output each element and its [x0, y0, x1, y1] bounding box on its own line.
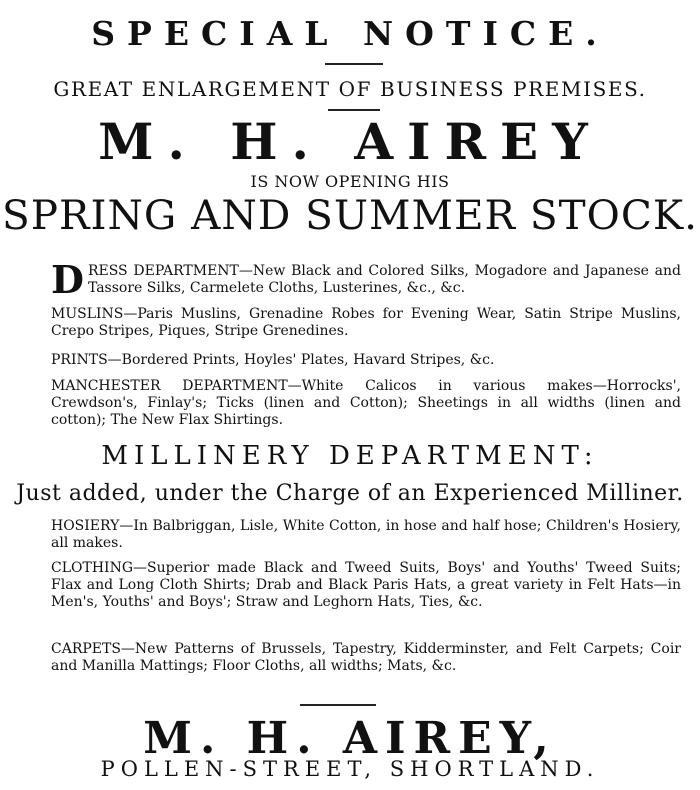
millinery-subtitle: Just added, under the Charge of an Experienced Milliner.	[16, 481, 684, 506]
footer-merchant-name: M. H. AIREY,	[143, 713, 557, 764]
clothing-text: CLOTHING—Superior made Black and Tweed Suits, Boys' and Youths' Tweed Suits; Flax and Long Cloth Shirts; Drab and Black Paris Hats, a great variety in Felt Hats—in Men's, Youths' and Boys'; Straw and Leghorn Hats, Ties, &c.	[51, 560, 681, 610]
divider-2	[328, 109, 380, 111]
prints-paragraph	[51, 352, 681, 369]
muslins-text: MUSLINS—Paris Muslins, Grenadine Robes for Evening Wear, Satin Stripe Muslins, Crepo Stripes, Piques, Stripe Grenedines.	[51, 306, 681, 339]
hosiery-paragraph	[51, 518, 681, 552]
dress-department-paragraph	[51, 257, 681, 302]
carpets-paragraph	[51, 641, 681, 675]
clothing-paragraph	[51, 560, 681, 611]
dress-department-text: RESS DEPARTMENT—New Black and Colored Silks, Mogadore and Japanese and Tassore Silks, Carmelete Cloths, Lusterines, &c., &c.	[87, 263, 681, 296]
stock-headline: SPRING AND SUMMER STOCK.	[1, 191, 698, 239]
enlargement-headline: GREAT ENLARGEMENT OF BUSINESS PREMISES.	[53, 77, 647, 101]
special-notice-heading: SPECIAL NOTICE.	[91, 14, 609, 53]
divider-3	[300, 704, 376, 706]
merchant-name-heading: M. H. AIREY	[98, 112, 602, 171]
opening-line: IS NOW OPENING HIS	[250, 172, 450, 191]
carpets-text: CARPETS—New Patterns of Brussels, Tapestry, Kidderminster, and Felt Carpets; Coir and Manilla Mattings; Floor Cloths, all widths; Mats, &c.	[51, 641, 681, 674]
footer-address: POLLEN-STREET, SHORTLAND.	[100, 757, 600, 781]
hosiery-text: HOSIERY—In Balbriggan, Lisle, White Cotton, in hose and half hose; Children's Hosiery, all makes.	[51, 518, 681, 551]
millinery-heading: MILLINERY DEPARTMENT:	[101, 441, 599, 471]
muslins-paragraph	[51, 306, 681, 340]
prints-text: PRINTS—Bordered Prints, Hoyles' Plates, Havard Stripes, &c.	[51, 352, 495, 368]
manchester-text: MANCHESTER DEPARTMENT—White Calicos in various makes—Horrocks', Crewdson's, Finlay's; Ticks (linen and Cotton); Sheetings in all widths (linen and cotton); The New Flax Shirtings.	[51, 378, 681, 428]
dropcap-letter: D	[51, 257, 84, 302]
divider-1	[325, 63, 383, 65]
manchester-paragraph	[51, 378, 681, 429]
